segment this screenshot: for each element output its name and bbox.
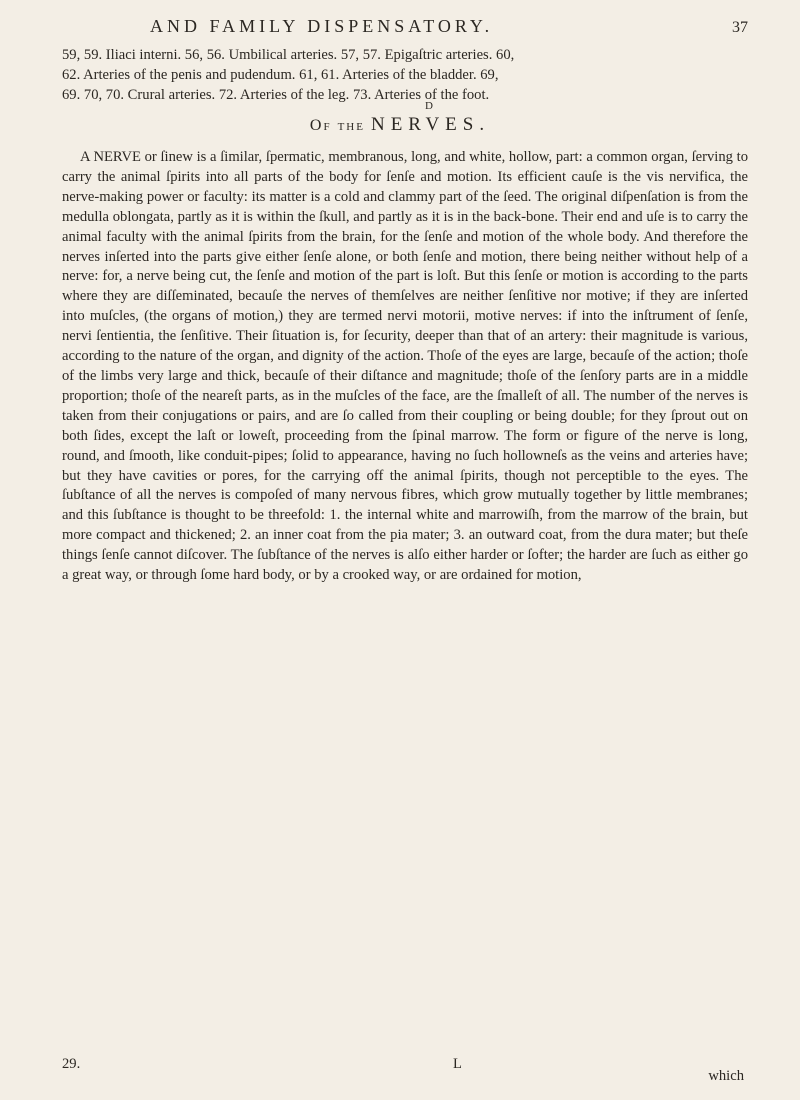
body-text xyxy=(62,148,748,586)
section-heading xyxy=(0,114,800,136)
running-title: AND FAMILY DISPENSATORY. xyxy=(150,16,494,36)
section-prefix: Of the xyxy=(309,117,365,134)
signature-mark: D xyxy=(425,100,433,112)
signature-number: 29. xyxy=(62,1056,81,1072)
section-title: NERVES. xyxy=(370,114,491,135)
figure-legend-line: 69. 70, 70. Crural arteries. 72. Arteries of the leg. 73. Arteries of the foot. xyxy=(62,86,490,103)
figure-legend-line: 62. Arteries of the penis and pudendum. 61, 61. Arteries of the bladder. 69, xyxy=(62,66,499,83)
catchword: which xyxy=(708,1068,744,1084)
page-number: 37 xyxy=(732,19,748,36)
figure-legend xyxy=(62,46,748,106)
figure-legend-line: 59, 59. Iliaci interni. 56, 56. Umbilical arteries. 57, 57. Epigaſtric arteries. 60, xyxy=(62,47,515,63)
signature-letter: L xyxy=(453,1056,462,1072)
running-header xyxy=(150,16,748,37)
paragraph: A NERVE or ſinew is a ſimilar, ſpermatic, membranous, long, and white, hollow, part: a common organ, ſerving to carry the animal ſpirits into all parts of the body for ſenſe and motion. Its efficient cauſe is the vis nervifica, the nerve-making power or faculty: its matter is a cold and clammy part of the ſeed. The original diſpenſation is from the medulla oblongata, partly as it is within the ſkull, and partly as it is in the back-bone. Their end and uſe is to carry the animal faculty with the animal ſpirits from the brain, for the ſenſe and motion of the whole body. And therefore the nerves inſerted into the parts give either ſenſe alone, or both ſenſe and motion, there being neither without help of a nerve: for, a nerve being cut, the ſenſe and motion of the part is loſt. But this ſenſe or motion is according to the parts where they are diſſeminated, becauſe the nerves of themſelves are neither ſenſitive nor motive; if they are inſerted into muſcles, (the organs of motion,) they are termed nervi motorii, motive nerves: if into the inſtrument of ſenſe, nervi ſentientia, the ſenſitive. Their ſituation is, for ſecurity, deeper than that of an artery: their magnitude is various, according to the nature of the organ, and dignity of the action. Thoſe of the eyes are large, becauſe of the action; thoſe of the limbs very large and thick, becauſe of their diſtance and magnitude; thoſe of the ſenſory parts are in a middle proportion; thoſe of the neareſt parts, as in the muſcles of the face, are the ſmalleſt of all. The number of the nerves is taken from their conjugations or pairs, and are ſo called from their coupling or being double; for they ſprout out on both ſides, except the laſt or loweſt, proceeding from the ſpinal marrow. The form or figure of the nerve is long, round, and ſmooth, like conduit-pipes; ſolid to appearance, having no ſuch hollowneſs as the veins and arteries have; but they have cavities or pores, for the carrying off the animal ſpirits, though not perceptible to the eyes. The ſubſtance of all the nerves is compoſed of many nervous fibres, which grow mutually together by little membranes; and this ſubſtance is thought to be threefold: 1. the internal white and marrowiſh, from the marrow of the brain, but more compact and thickened; 2. an inner coat from the pia mater; 3. an outward coat, from the dura mater; but theſe things ſenſe cannot diſcover. The ſubſtance of the nerves is alſo either harder or ſofter; the harder are ſuch as either go a great way, or through ſome hard body, or by a crooked way, or are ordained for motion, xyxy=(62,149,748,584)
